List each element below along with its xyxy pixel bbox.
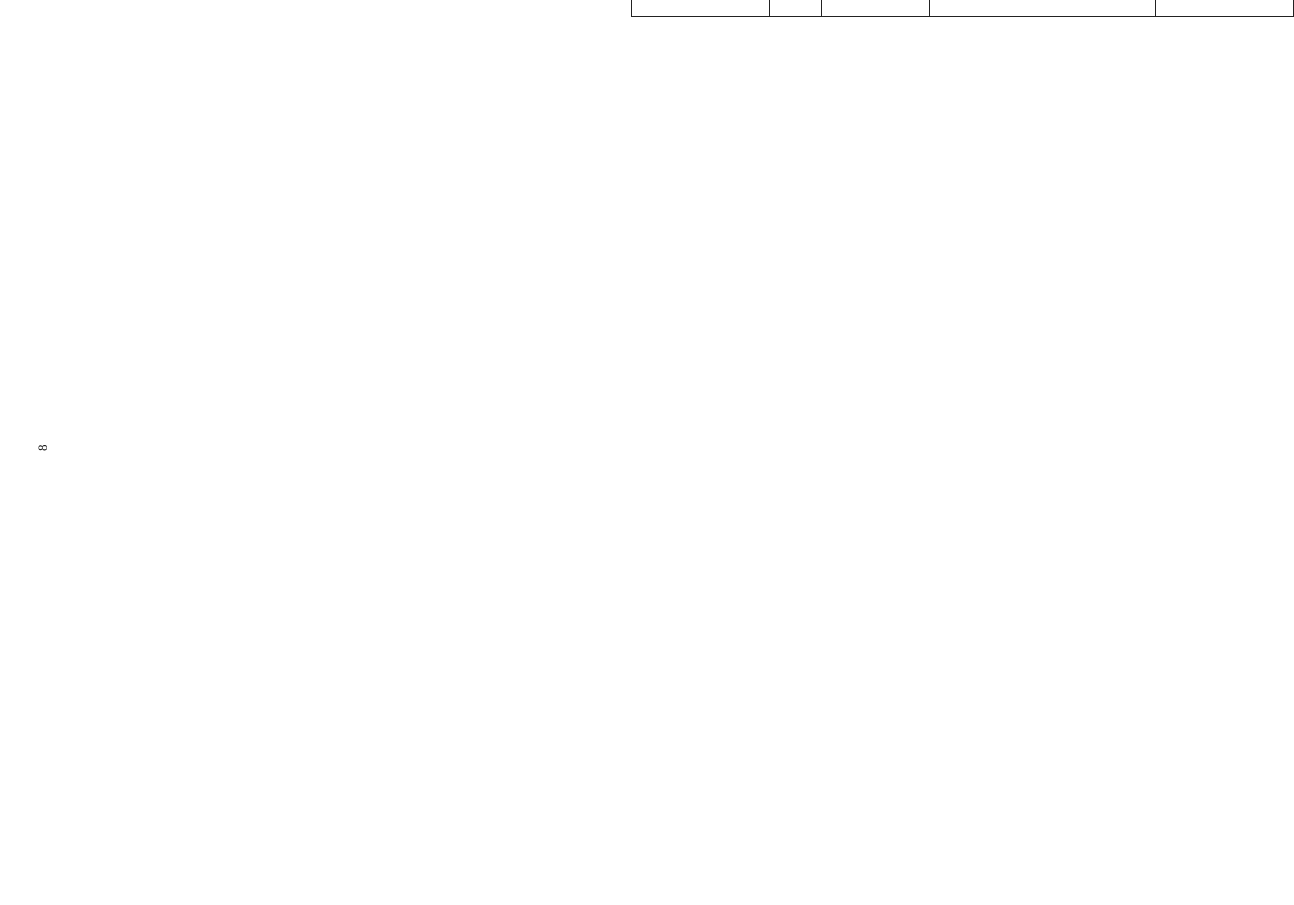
rotated-table-container [631,0,1201,17]
table-row [1156,0,1294,17]
table-row [930,0,1156,17]
row-number [930,0,1156,17]
row-number [821,0,929,17]
table-row [821,0,929,17]
subprogram-blank-cell [769,0,821,17]
row-number [632,0,770,17]
indicators-table [631,0,1294,17]
subprogram-row [769,0,821,17]
table-row [632,0,770,17]
row-number [1156,0,1294,17]
page-number: 8 [35,444,50,451]
